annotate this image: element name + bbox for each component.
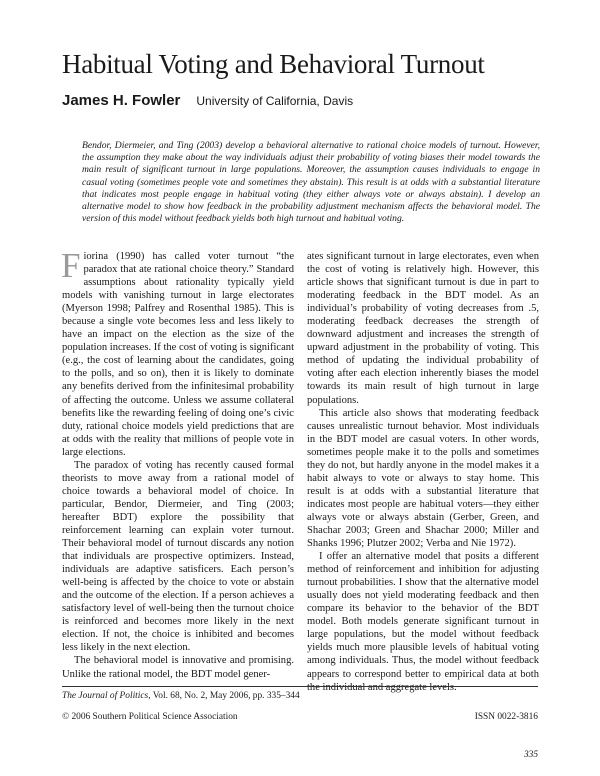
- footer-rule: [62, 686, 538, 687]
- journal-citation: [62, 691, 538, 701]
- body-column-right: [307, 250, 539, 694]
- body-paragraph: I offer an alternative model that posits a different method of reinforcement and inhibition for adjusting turnout probabilities. I show that the alternative model usually does not yield moderating feedback and then compare its behavior to the behavior of the BDT model. Both models generate significant turnout in large populations, but the model without feedback yields much more plausible levels of habitual voting among individuals. Thus, the model without feedback appears to correspond better to empirical data at both the individual and aggregate levels.: [307, 551, 539, 693]
- author-affiliation: University of California, Davis: [196, 94, 354, 108]
- body-paragraph: The paradox of voting has recently caused formal theorists to move away from a rational model of choice towards a behavioral model of choice. In particular, Bendor, Diermeier, and Ting (2003; hereafter BDT) explore the possibility that reinforcement learning can explain voter turnout. Their behavioral model of turnout discards any notion that individuals are prospective optimizers. Instead, individuals are adaptive satisficers. Each person’s well-being is affected by the choice to vote or abstain and the outcome of the election. If a person achieves a satisfactory level of well-being then the turnout choice is reinforced and becomes more likely in the next election. If not, the choice is inhibited and becomes less likely in the next election.: [62, 459, 294, 654]
- body-paragraph: This article also shows that moderating feedback causes unrealistic turnout behavior. Most individuals in the BDT model are casual voters. In other words, sometimes people make it to the polls and sometimes they do not, but hardly anyone in the model makes it a habit always to vote or always to stay home. This result is at odds with a substantial literature that indicates most people are habitual voters—they either always vote or always abstain (Gerber, Green, and Shachar 2003; Green and Shachar 2000; Miller and Shanks 1996; Plutzer 2002; Verba and Nie 1972).: [307, 407, 539, 550]
- author-name: James H. Fowler: [62, 92, 181, 109]
- body-paragraph: ates significant turnout in large electorates, even when the cost of voting is relatively high. However, this article shows that significant turnout is due in part to moderating feedback in the BDT model. As an individual’s probability of voting decreases from .5, moderating feedback decreases the strength of downward adjustment and increases the strength of upward adjustment in the probability of voting. This method of updating the individual probability of voting after each election inherently biases the model towards its main result of high turnout in large populations.: [307, 251, 539, 406]
- journal-name: The Journal of Politics: [62, 691, 149, 701]
- article-title: Habitual Voting and Behavioral Turnout: [62, 49, 485, 79]
- body-column-left: [61, 246, 294, 681]
- drop-cap: F: [61, 246, 81, 285]
- body-paragraph: The behavioral model is innovative and promising. Unlike the rational model, the BDT model gener-: [62, 655, 294, 680]
- body-paragraph: [61, 246, 294, 459]
- paragraph-text: iorina (1990) has called voter turnout “the paradox that ate rational choice theory.” Standard assumptions about rationality typically yield models with vanishing turnout in large electorates (Myerson 1998; Palfrey and Rosenthal 1985). This is because a single vote becomes less and less likely to have an impact on the election as the size of the population increases. If the cost of voting is significant (e.g., the cost of learning about the candidates, going to the polls, and so on), then it is likely to dominate any benefits derived from the infinitesimal probability of affecting the outcome. Unless we assume collateral benefits like the rewarding feeling of doing one’s civic duty, rational choice models yield predictions that are at odds with the reality that millions of people vote in large elections.: [62, 251, 294, 458]
- copyright-notice: © 2006 Southern Political Science Association: [62, 712, 238, 722]
- abstract: Bendor, Diermeier, and Ting (2003) develop a behavioral alternative to rational choice models of turnout. However, the assumption they make about the way individuals adjust their probability of voting biases their model towards the main result of significant turnout in large populations. Moreover, the assumption causes individuals to engage in casual voting (sometimes people vote and sometimes they abstain). This result is at odds with a substantial literature that indicates most people engage in habitual voting (they either always vote or always abstain). I develop an alternative model to show how feedback in the probability adjustment mechanism affects the behavioral model. The version of this model without feedback yields both high turnout and habitual voting.: [82, 140, 540, 225]
- issn: ISSN 0022-3816: [474, 712, 538, 722]
- byline: [62, 92, 562, 110]
- page-number: 335: [523, 750, 538, 760]
- footer-line: [62, 712, 538, 722]
- citation-details: , Vol. 68, No. 2, May 2006, pp. 335–344: [148, 691, 300, 701]
